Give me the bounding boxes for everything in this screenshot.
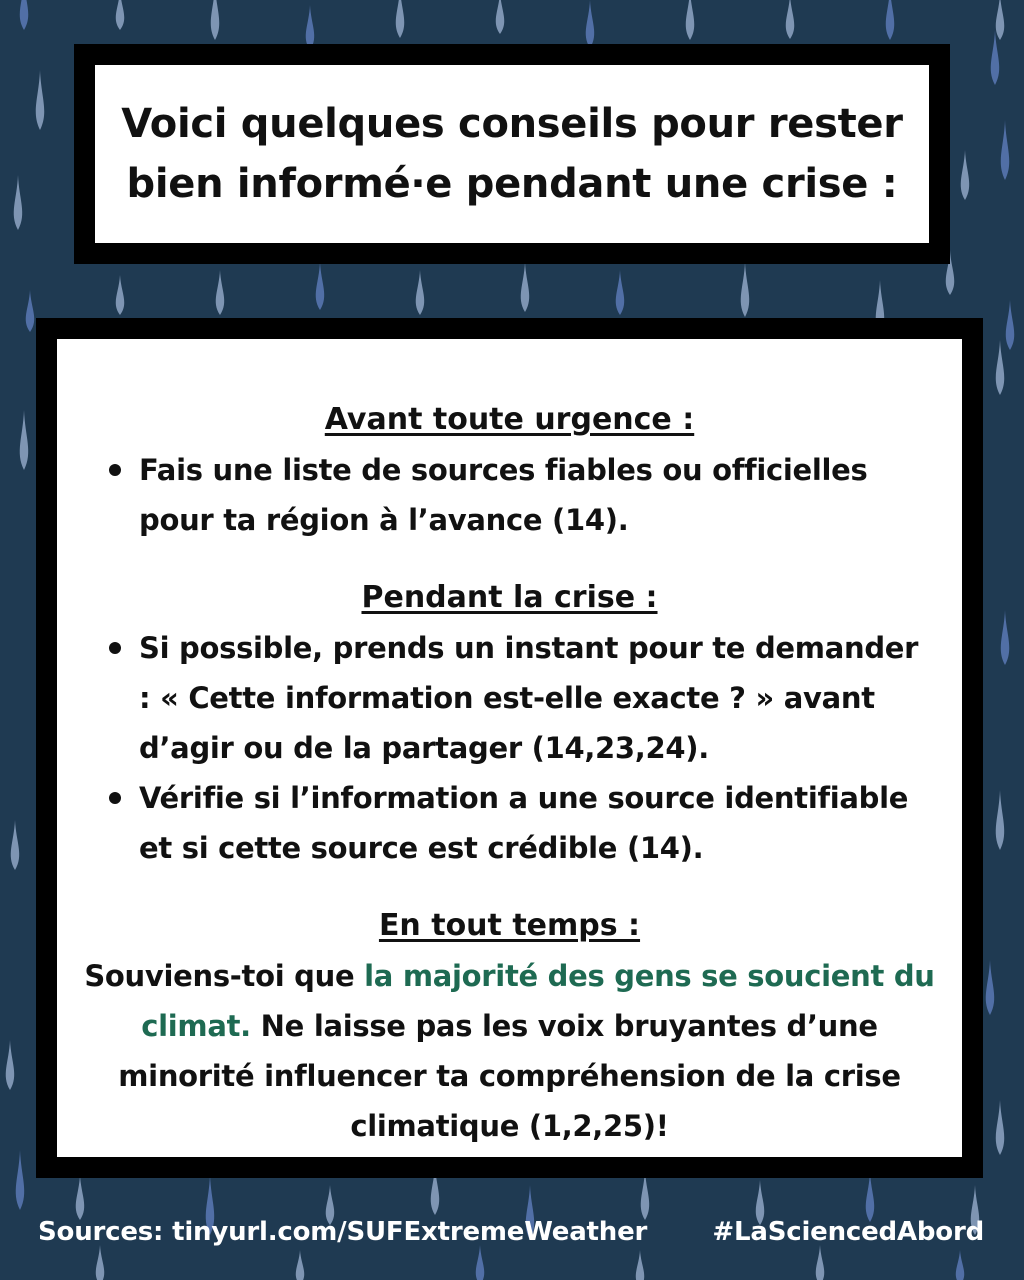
raindrop-icon [996, 790, 1004, 850]
raindrop-icon [216, 270, 224, 315]
footer-hashtag: #LaSciencedAbord [712, 1217, 984, 1247]
raindrop-icon [116, 0, 124, 30]
raindrop-icon [20, 0, 28, 30]
raindrop-icon [636, 1250, 644, 1280]
title-line-1: Voici quelques conseils pour rester [121, 101, 903, 147]
closing-highlight: la majorité des gens se soucient du climat. [141, 959, 935, 1043]
raindrop-icon [786, 0, 794, 39]
raindrop-icon [991, 30, 999, 85]
tip-item [81, 623, 938, 773]
title-line-2: bien informé·e pendant une crise : [126, 161, 898, 207]
raindrop-icon [886, 0, 894, 40]
tip-text: Vérifie si l’information a une source identifiable et si cette source est crédible (14). [139, 781, 909, 865]
raindrop-icon [741, 262, 749, 317]
title-box [74, 44, 950, 264]
raindrop-icon [996, 340, 1004, 395]
raindrop-icon [986, 960, 994, 1015]
bullet-icon [109, 792, 121, 804]
section-heading-before-emergency: Avant toute urgence : [324, 402, 695, 437]
footer-sources-link[interactable]: Sources: tinyurl.com/SUFExtremeWeather [38, 1217, 648, 1247]
raindrop-icon [961, 150, 969, 200]
raindrop-icon [6, 1040, 14, 1090]
bullet-icon [109, 642, 121, 654]
raindrop-icon [316, 262, 324, 310]
section-heading-during-crisis: Pendant la crise : [361, 580, 658, 615]
tip-item [81, 773, 938, 873]
raindrop-icon [36, 70, 44, 130]
raindrop-icon [416, 270, 424, 315]
raindrop-icon [26, 290, 34, 332]
raindrop-icon [586, 0, 594, 48]
raindrop-icon [1001, 610, 1009, 665]
raindrop-icon [116, 275, 124, 315]
raindrop-icon [20, 410, 28, 470]
closing-text-after: Ne laisse pas les voix bruyantes d’une minorité influencer ta compréhension de la crise climatique (1,2,25)! [118, 1009, 901, 1143]
tip-list-before-emergency [81, 445, 938, 545]
raindrop-icon [686, 0, 694, 40]
raindrop-icon [996, 1100, 1004, 1155]
raindrop-icon [14, 175, 22, 230]
raindrop-icon [211, 0, 219, 40]
tips-panel [36, 318, 983, 1178]
raindrop-icon [521, 262, 529, 312]
tip-text: Fais une liste de sources fiables ou officielles pour ta région à l’avance (14). [139, 453, 868, 537]
raindrop-icon [396, 0, 404, 38]
raindrop-icon [496, 0, 504, 34]
closing-text-before: Souviens-toi que [84, 959, 365, 993]
tip-item [81, 445, 938, 545]
closing-paragraph [81, 951, 938, 1151]
raindrop-icon [1006, 300, 1014, 350]
tip-text: Si possible, prends un instant pour te demander : « Cette information est-elle exacte ? » avant d’agir ou de la partager (14,23,24). [139, 631, 919, 765]
raindrop-icon [996, 0, 1004, 40]
raindrop-icon [296, 1250, 304, 1280]
section-heading-at-all-times: En tout temps : [378, 908, 641, 943]
raindrop-icon [616, 270, 624, 315]
bullet-icon [109, 464, 121, 476]
raindrop-icon [1001, 120, 1009, 180]
page-title [121, 94, 902, 214]
raindrop-icon [11, 820, 19, 870]
raindrop-icon [16, 1150, 24, 1210]
raindrop-icon [956, 1250, 964, 1280]
tip-list-during-crisis [81, 623, 938, 873]
